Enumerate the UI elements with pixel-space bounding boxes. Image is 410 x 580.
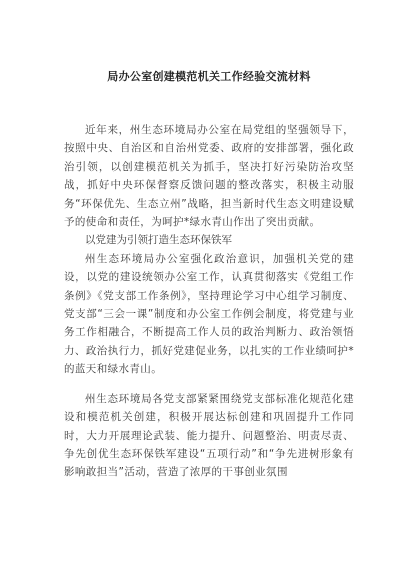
intro-paragraph: 近年来，州生态环境局办公室在局党组的坚强领导下，按照中央、自治区和自治州党委、政府的安排部署，强化政治引领，以创建模范机关为抓手，坚决打好污染防治攻坚战，抓好中央环保督察反馈问题的整改落实，积极主动服务“环保优先、生态立州”战略，担当新时代生态文明建设赋予的使命和责任，为呵护*绿水青山作出了突出贡献。 xyxy=(64,124,354,229)
paragraph-gap xyxy=(64,379,354,390)
document-title: 局办公室创建模范机关工作经验交流材料 xyxy=(107,70,311,83)
body-paragraph-1: 州生态环境局办公室强化政治意识，加强机关党的建设，以党的建设统领办公室工作，认真贯彻落实《党组工作条例》《党支部工作条例》，坚持理论学习中心组学习制度、党支部“三会一课”制度和办公室工作例会制度，将党建与业务工作相融合，不断提高工作人员的政治判断力、政治领悟力、政治执行力，抓好党建促业务，以扎实的工作业绩呵护*的蓝天和绿水青山。 xyxy=(64,252,354,376)
body-paragraph-2: 州生态环境局各党支部紧紧围绕党支部标准化规范化建设和模范机关创建，积极开展达标创建和巩固提升工作同时，大力开展理论武装、能力提升、问题整治、明责尽责、争先创优生态环保铁军建设“五项行动”和“争先进树形象有影响敢担当”活动，营造了浓厚的干事创业氛围 xyxy=(64,392,354,479)
section-heading: 以党建为引领打造生态环保铁军 xyxy=(85,234,232,247)
